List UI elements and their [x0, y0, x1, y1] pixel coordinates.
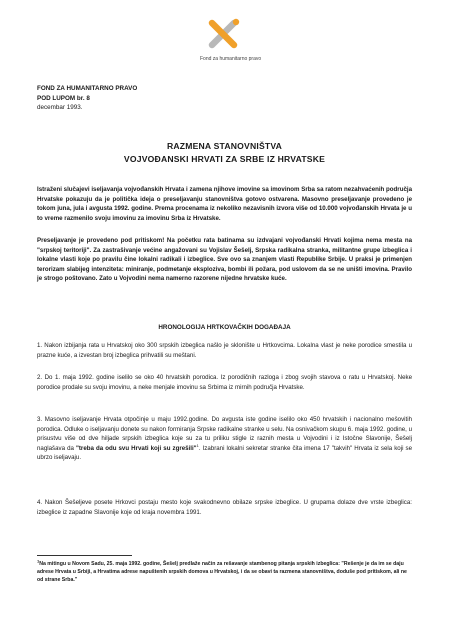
chronology-heading: HRONOLOGIJA HRTKOVAČKIH DOGAĐAJA [158, 324, 291, 331]
pressure-paragraph: Preseljavanje je provedeno pod pritiskom! Na početku rata batinama su izdvajani vojvođanski Hrvati kojima nema mesta na "srpskoj teritoriji". Za zastrašivanje većine angažovani su Vojislav Šešelj, Srpska radikalna stranka, militantne grupe izbeglica i lokalne vlasti koje po pravilu čine lokalni radikali i izbeglice. Sve ovo sa znanjem vlasti Republike Srbije. U praksi je primenjen terorizam slabijeg intenziteta: miniranje, podmetanje eksploziva, bombi ili požara, pod uslovom da se ne uništi imovina. Pravilo je strogo poštovano. Zato u Vojvodini nema namerno razorene nijedne hrvatske kuće. [37, 237, 412, 283]
item-3-text-start: 3. Masovno iseljavanje Hrvata otpočinje u maju 1992.godine. Do avgusta iste godine iselilo oko 450 hrvatskih i nacionalno mešovitih porodica. Odluke o iseljavanju donete su nakon formiranja Srpske radikalne stranke u selu. Na osnivačkom skupu 6. maja 1992. godine, u prisustvu više od dve hiljade srpskih izbeglica koje su za tu priliku stigle iz raznih mesta u Vojvodini i iz Istočne Slavonije, Šešelj naglašava da [37, 416, 412, 452]
footnote-marker: 1 [37, 558, 40, 564]
document-header [37, 84, 137, 113]
header-org-name: FOND ZA HUMANITARNO PRAVO [37, 85, 138, 92]
chronology-item-3 [37, 415, 412, 463]
chronology-item-1: 1. Nakon izbijanja rata u Hrvatskoj oko 300 srpskih izbeglica našlo je sklonište u Hrtkovcima. Lokalna vlast je neke porodice smestila u prazne kuće, a izvestan broj izbeglica prihvatili su meštani. [37, 342, 412, 359]
item-3-text-end: . Izabrani lokalni sekretar stranke čita imena 17 "takvih" Hrvata iz sela koji se ubrzo iseljavaju. [37, 444, 412, 462]
title-line-1: RAZMENA STANOVNIŠTVA [166, 141, 283, 151]
footnote-divider [37, 555, 132, 556]
chronology-item-4: 4. Nakon Šešeljeve posete Hrkovci postaju mesto koje svakodnevno obilaze srpske izbeglice. U grupama dolaze dve vrste izbeglica: izbeglice iz zapadne Slavonije koje od kraja novembra 1991. [37, 499, 412, 516]
chronology-item-2: 2. Do 1. maja 1992. godine iselilo se oko 40 hrvatskih porodica. Iz porodičnih razloga i zbog svojih stavova o ratu u Hrvatskoj. Neke porodice prodale su svoju imovinu, a neke menjale imovinu sa Srbima iz mirnih područja Hrvatske. [37, 374, 412, 391]
org-tagline: Fond za humanitarno pravo [200, 56, 262, 62]
header-series: POD LUPOM br. 8 [37, 94, 90, 102]
footnote-ref-1: 1 [196, 442, 199, 448]
header-date: decembar 1993. [37, 104, 83, 112]
title-line-2: VOJVOĐANSKI HRVATI ZA SRBE IZ HRVATSKE [123, 153, 326, 164]
footnote [37, 560, 412, 584]
document-title [37, 140, 412, 165]
fhp-logo [203, 14, 243, 54]
footnote-text: Na mitingu u Novom Sadu, 25. maja 1992. godine, Šešelj predlaže način za rešavanje stambenog pitanja srpskih izbeglica: "Rešenje je da im se daju adrese Hrvata u Srbiji, a Hrvatima adrese napuštenih srpskih domova u Hrvatskoj, i da se obavi ta razmena stanovništva, doduše pod pritiskom, ali ne od strane Srba." [37, 561, 407, 583]
intro-paragraph: Istraženi slučajevi iseljavanja vojvođanskih Hrvata i zamena njihove imovine sa imovinom Srba sa ratom nezahvaćenih područja Hrvatske pokazuju da je politička ideja o preseljavanju stanovništva gotovo ostvarena. Masovno preseljavanje provedeno je tokom juna, jula i avgusta 1992. godine. Prema procenama iz nekoliko nezavisnih izvora više od 10.000 vojvođanskih Hrvata je u to vreme razmenilo svoju imovinu za imovinu Srba iz Hrvatske. [37, 186, 412, 222]
fhp-x-logo-icon [203, 14, 243, 54]
logo-orange-dot [233, 19, 239, 25]
item-3-quote: "treba da odu svu Hrvati koji su zgrešili" [75, 444, 197, 452]
